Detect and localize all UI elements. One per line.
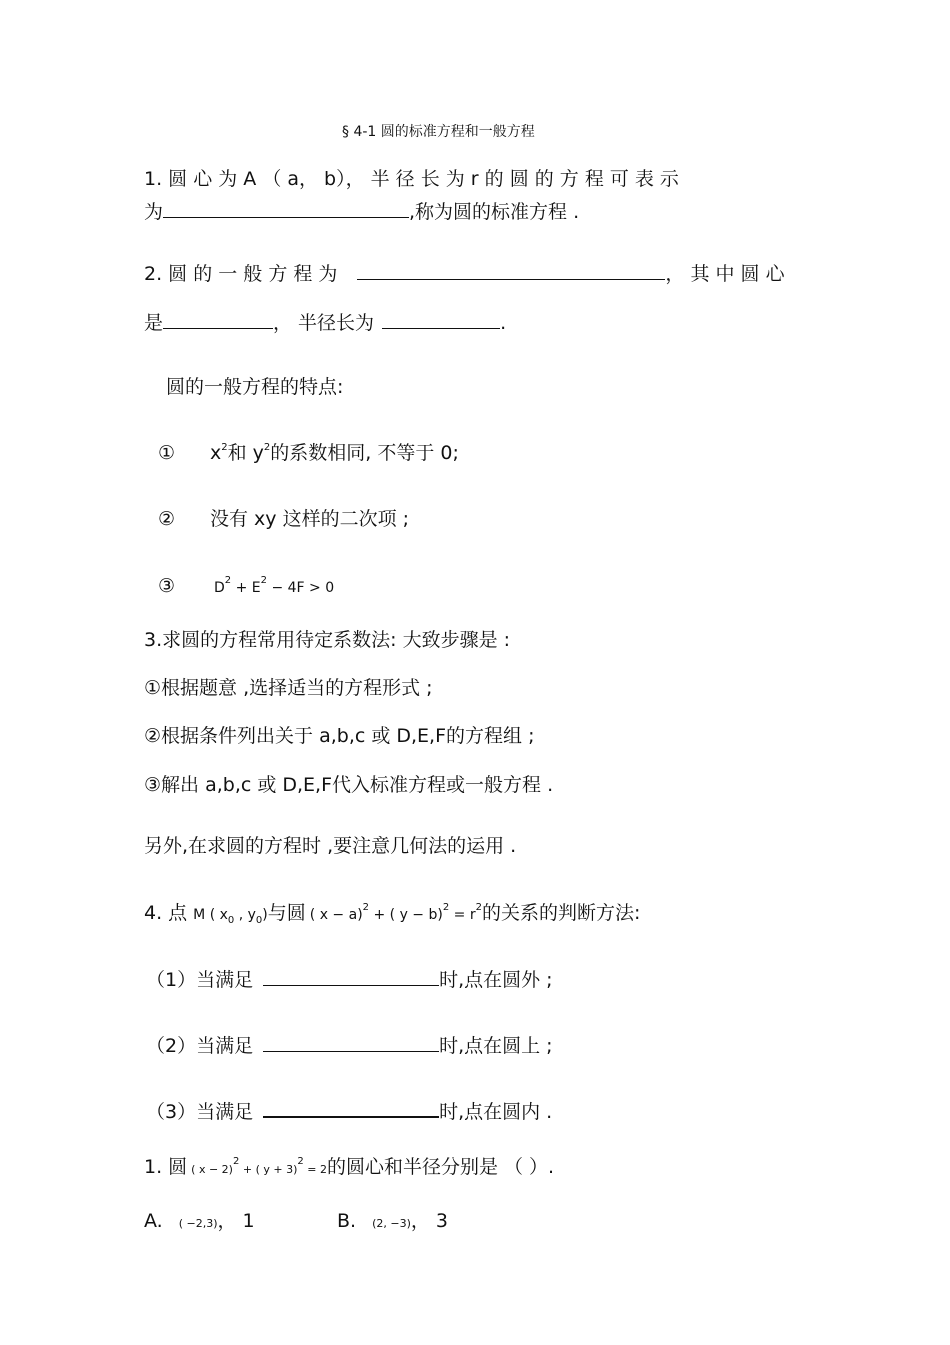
option-b-value: ， 3: [410, 1210, 449, 1232]
q2-line2: [144, 310, 506, 335]
ex1-sup-a: 2: [232, 1156, 240, 1167]
q4-c3-prefix: （3）当满足: [146, 1101, 254, 1123]
q4-sup-c: 2: [475, 902, 482, 913]
ex1-option-a: [144, 1209, 255, 1236]
q1-prefix: 为: [144, 201, 164, 223]
q2-radius-prefix: ， 半径长为: [273, 312, 375, 334]
q4-c3-blank[interactable]: [263, 1098, 439, 1118]
features-heading: 圆的一般方程的特点:: [166, 376, 344, 398]
q3-intro: 3.求圆的方程常用待定系数法: 大致步骤是 :: [144, 629, 511, 651]
feature-1-sup-2: 2: [263, 442, 271, 453]
ex1-sup-b: 2: [297, 1156, 304, 1167]
q4-sup-b: 2: [442, 902, 450, 913]
feature-3-sup-1: 2: [224, 575, 232, 586]
q4-line: [144, 901, 640, 929]
q1-blank[interactable]: [163, 199, 409, 218]
q4-c2-suffix: 时,点在圆上 ;: [439, 1035, 553, 1057]
feature-3-d: D: [214, 580, 225, 596]
q1-suffix: ,称为圆的标准方程 .: [409, 201, 580, 223]
q4-prefix: 4. 点: [144, 902, 188, 924]
feature-1-x: x: [210, 442, 222, 464]
q4-sub-y0: 0: [255, 915, 263, 926]
option-b-point: (2, −3): [372, 1217, 411, 1230]
item-3-number: ③: [158, 575, 176, 597]
feature-item-1: [158, 441, 459, 469]
ex1-eq-a: ( x − 2): [191, 1163, 233, 1176]
feature-3-sup-2: 2: [260, 575, 268, 586]
ex1-eq-c: = 2: [303, 1163, 327, 1176]
feature-item-3: [158, 574, 334, 602]
q4-point-close: ): [262, 907, 268, 923]
q1-line2: [144, 199, 579, 224]
feature-3-rest: − 4F > 0: [267, 580, 335, 596]
q4-point-mid: , y: [234, 907, 256, 923]
feature-1-rest: 的系数相同, 不等于 0;: [270, 442, 459, 464]
q4-c2-blank[interactable]: [263, 1033, 439, 1052]
q4-c2-prefix: （2）当满足: [146, 1035, 254, 1057]
q4-eq-a: ( x − a): [309, 907, 363, 923]
q4-c1-suffix: 时,点在圆外 ;: [439, 969, 553, 991]
q2-end: .: [500, 312, 507, 334]
q1-line1: 1. 圆 心 为 A （ a， b）， 半 径 长 为 r 的 圆 的 方 程 可 表 示: [144, 168, 679, 190]
q2-center-blank[interactable]: [163, 310, 273, 329]
q4-c1-prefix: （1）当满足: [146, 969, 254, 991]
q3-step-2: ②根据条件列出关于 a,b,c 或 D,E,F的方程组 ;: [144, 725, 535, 747]
q2-line1: [144, 261, 785, 286]
option-a-label: A.: [144, 1210, 163, 1232]
q2-equation-blank[interactable]: [357, 261, 665, 280]
q2-suffix: ， 其 中 圆 心: [665, 263, 785, 285]
option-a-point: ( −2,3): [178, 1217, 218, 1230]
q4-point-open: M ( x: [193, 907, 228, 923]
q2-prefix: 2. 圆 的 一 般 方 程 为: [144, 263, 338, 285]
feature-1-sup-1: 2: [221, 442, 228, 453]
q3-step-1: ①根据题意 ,选择适当的方程形式 ;: [144, 677, 433, 699]
ex1-question: [144, 1155, 554, 1183]
q3-step-3: ③解出 a,b,c 或 D,E,F代入标准方程或一般方程 .: [144, 774, 554, 796]
item-1-number: ①: [158, 442, 176, 464]
feature-item-2: [158, 507, 409, 531]
q4-condition-2: [146, 1033, 553, 1058]
q4-c3-suffix: 时,点在圆内 .: [439, 1101, 553, 1123]
q4-sup-a: 2: [362, 902, 370, 913]
ex1-eq-b: + ( y + 3): [239, 1163, 298, 1176]
section-title: § 4-1 圆的标准方程和一般方程: [342, 124, 535, 140]
feature-1-and-y: 和 y: [227, 442, 264, 464]
q4-sub-x0: 0: [227, 915, 235, 926]
q4-rest: 的关系的判断方法:: [481, 902, 641, 924]
q3-note: 另外,在求圆的方程时 ,要注意几何法的运用 .: [144, 835, 517, 857]
q4-eq-b: + ( y − b): [369, 907, 443, 923]
q2-center-prefix: 是: [144, 312, 164, 334]
ex1-rest: 的圆心和半径分别是 （ ）.: [326, 1156, 555, 1178]
q2-radius-blank[interactable]: [382, 310, 500, 329]
ex1-option-b: [337, 1209, 448, 1236]
ex1-prefix: 1. 圆: [144, 1156, 188, 1178]
feature-2-text: 没有 xy 这样的二次项 ;: [210, 508, 410, 530]
q4-condition-1: [146, 967, 553, 992]
feature-3-plus-e: + E: [231, 580, 261, 596]
option-b-label: B.: [337, 1210, 357, 1232]
item-2-number: ②: [158, 508, 176, 530]
q4-with-circle: 与圆: [267, 902, 306, 924]
option-a-value: ， 1: [217, 1210, 255, 1232]
q4-c1-blank[interactable]: [263, 967, 439, 986]
q4-condition-3: [146, 1098, 552, 1124]
q4-eq-c: = r: [449, 907, 476, 923]
